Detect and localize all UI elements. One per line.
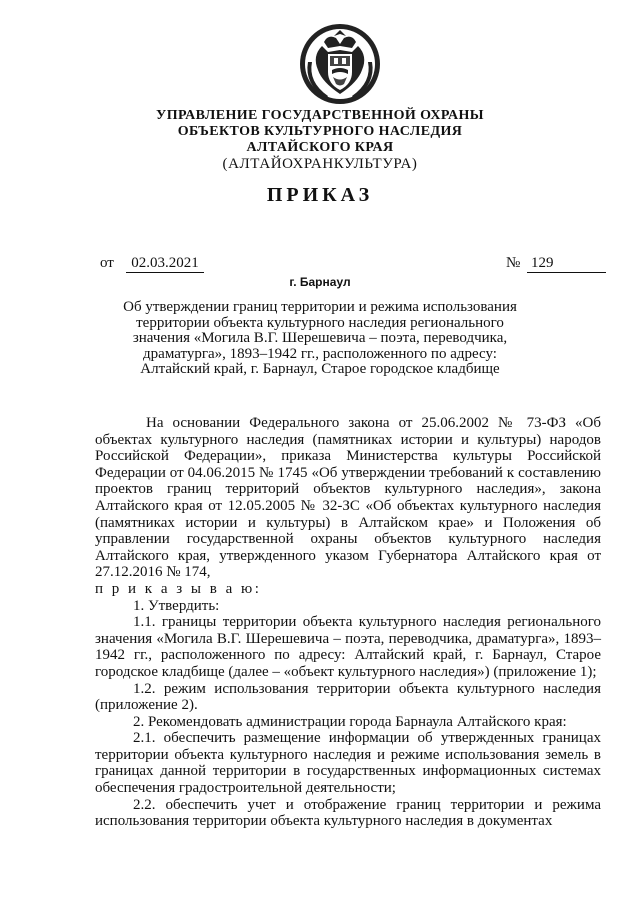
number-prefix: № [506, 255, 521, 271]
item-1-2: 1.2. режим использования территории объекта культурного наследия (приложение 2). [95, 680, 601, 714]
order-word: п р и к а з ы в а ю: [95, 580, 262, 597]
organization-header [0, 108, 640, 172]
document-type-title: ПРИКАЗ [266, 184, 374, 206]
item-2-1: 2.1. обеспечить размещение информации об утвержденных границах территории объекта культурного наследия и режиме использования земель в границах данной территории в государственных информационных системах обеспечения градостроительной деятельности; [95, 730, 601, 797]
preamble-paragraph: На основании Федерального закона от 25.06.2002 № 73-ФЗ «Об объектах культурного наследия (памятниках истории и культуры) народов Российской Федерации», приказа Министерства культуры Российской Федерации от 04.06.2015 № 1745 «Об утверждении требований к составлению проектов границ территорий объектов культурного наследия», закона Алтайского края от 12.05.2005 № 32-ЗС «Об объектах культурного наследия (памятниках истории и культуры) в Алтайском крае» и Положения об управлении государственной охраны объектов культурного наследия Алтайского края, утвержденного указом Губернатора Алтайского края от 27.12.2016 № 174, [95, 415, 601, 581]
item-1-1: 1.1. границы территории объекта культурного наследия регионального значения «Могила В.Г. Шерешевича – поэта, переводчика, драматурга», 1893–1942 гг., расположенного по адресу: Алтайский край, г. Барнаул, Старое городское кладбище (далее – «объект культурного наследия») (приложение 1); [95, 614, 601, 680]
org-line-2: ОБЪЕКТОВ КУЛЬТУРНОГО НАСЛЕДИЯ [177, 124, 463, 139]
org-abbreviation: (АЛТАЙОХРАНКУЛЬТУРА) [222, 156, 418, 172]
date-prefix: от [100, 255, 114, 271]
org-line-3: АЛТАЙСКОГО КРАЯ [246, 140, 394, 155]
org-line-1: УПРАВЛЕНИЕ ГОСУДАРСТВЕННОЙ ОХРАНЫ [156, 108, 484, 123]
item-2: 2. Рекомендовать администрации города Барнаула Алтайского края: [133, 713, 567, 730]
document-date: 02.03.2021 [126, 255, 204, 273]
coat-of-arms-icon [298, 22, 382, 106]
document-number: 129 [527, 255, 606, 273]
document-subject: Об утверждении границ территории и режима использования территории объекта культурного наследия регионального значения «Могила В.Г. Шерешевича – поэта, переводчика, драматурга», 1893–1942 гг., расположенного по адресу: Алтайский край, г. Барнаул, Старое городское кладбище [123, 299, 517, 378]
document-city: г. Барнаул [289, 275, 351, 289]
item-2-2: 2.2. обеспечить учет и отображение границ территории и режима использования территории объекта культурного наследия в документах [95, 796, 601, 830]
item-1: 1. Утвердить: [133, 597, 220, 614]
document-body [95, 415, 601, 830]
